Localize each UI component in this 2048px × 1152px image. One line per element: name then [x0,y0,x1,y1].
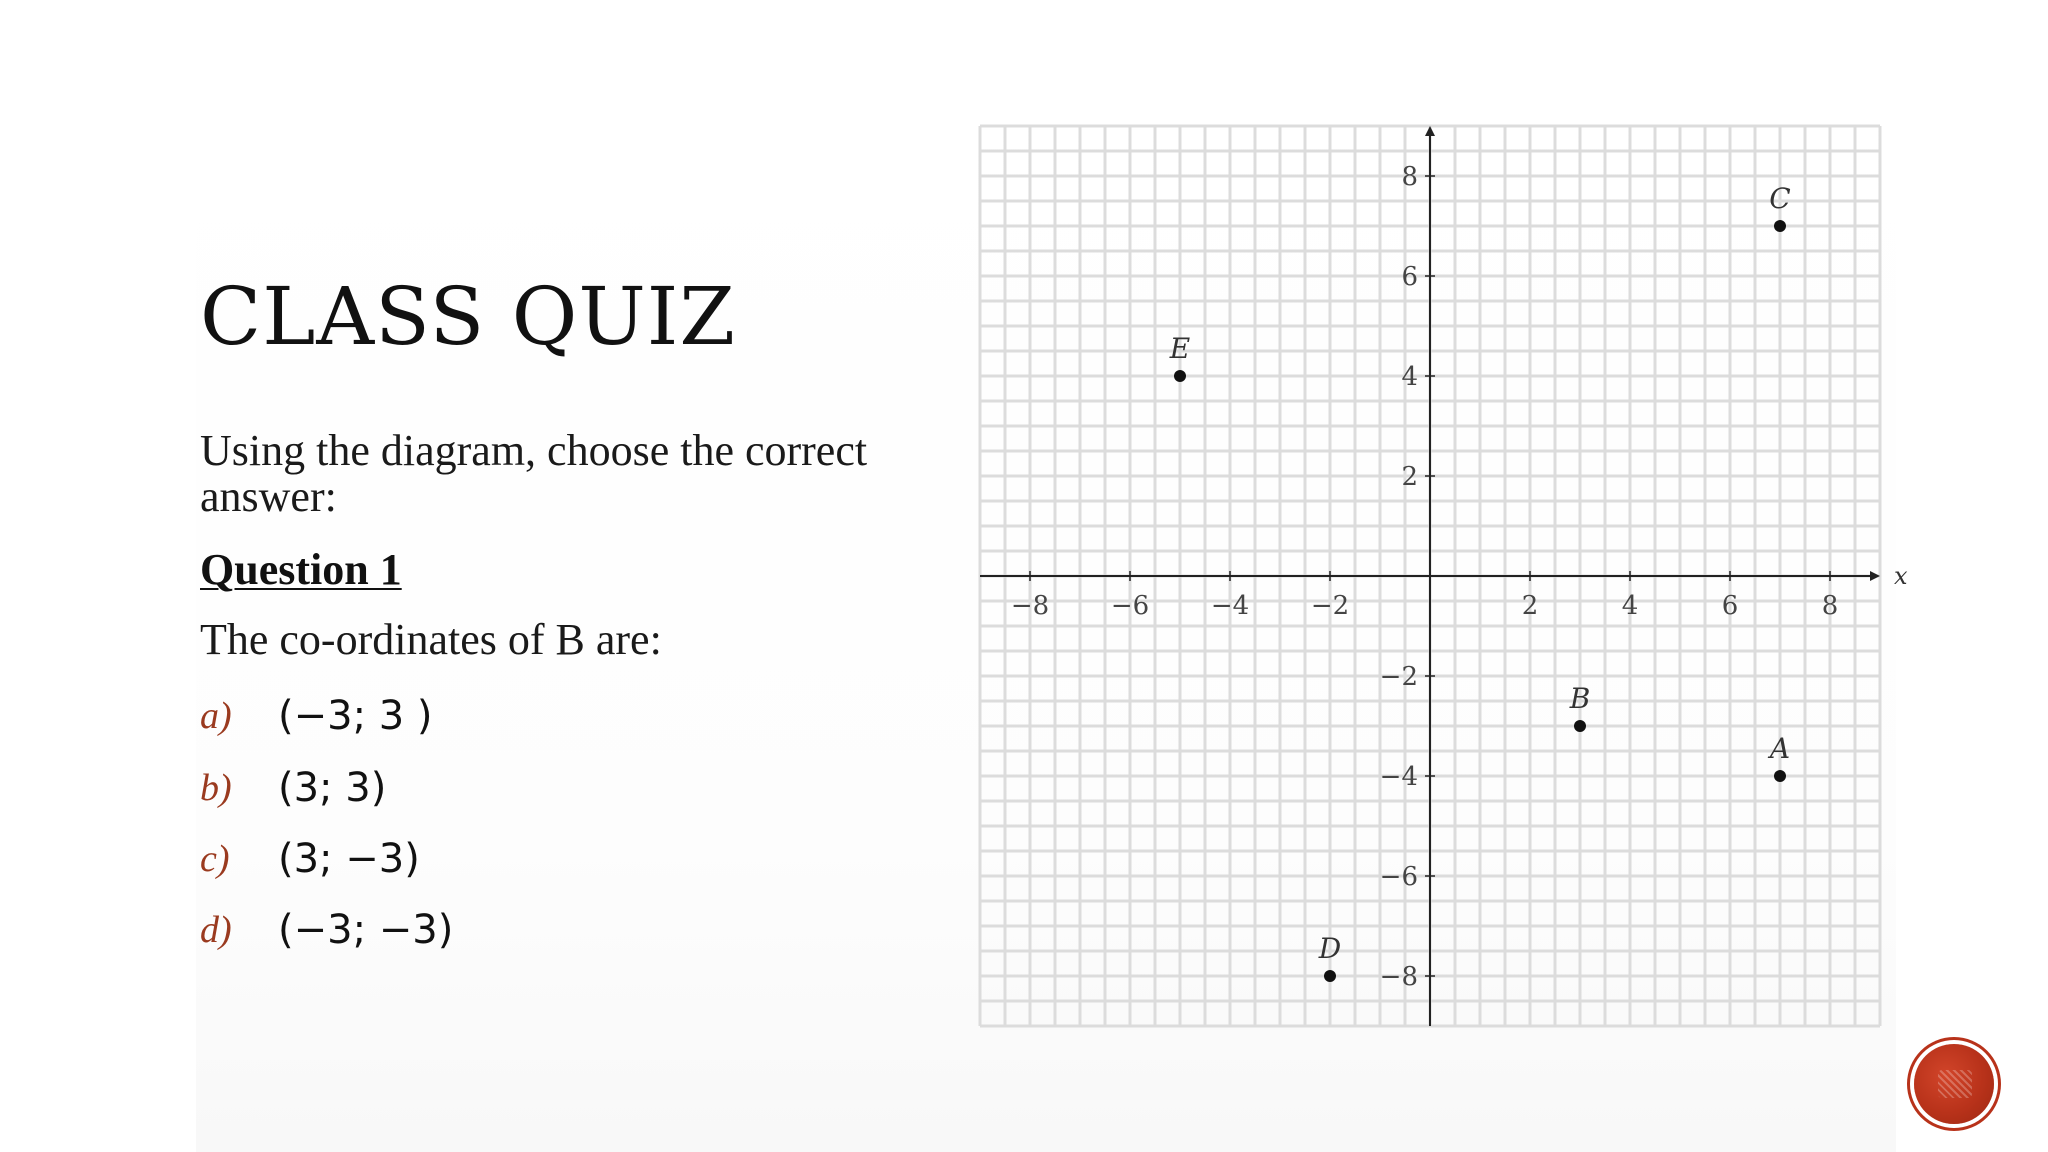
button-texture [1938,1070,1972,1098]
x-tick-label: 2 [1521,591,1539,621]
x-tick-label: −8 [1010,591,1050,621]
y-tick-label: −4 [1379,762,1418,792]
slide-title: CLASS QUIZ [200,270,736,363]
option-letter: b) [200,767,232,809]
y-tick-label: −6 [1379,862,1418,892]
option-letter: c) [200,838,230,880]
point-e [1174,370,1186,382]
point-c [1774,220,1786,232]
option-letter: a) [200,695,232,737]
point-label-d: D [1318,932,1342,965]
x-tick-label: −6 [1110,591,1150,621]
y-tick-label: 4 [1401,362,1418,392]
option-value: (−3; −3) [278,907,454,953]
option-letter: d) [200,909,232,951]
point-label-e: E [1169,332,1191,365]
x-axis-label: x [1894,562,1908,590]
point-label-a: A [1769,732,1791,765]
x-tick-label: −4 [1210,591,1250,621]
question-text: The co-ordinates of B are: [200,615,662,664]
point-a [1774,770,1786,782]
coordinate-grid [980,126,1908,1030]
next-slide-button[interactable] [1914,1044,1994,1124]
y-tick-label: 8 [1401,162,1418,192]
point-label-c: C [1769,182,1791,215]
y-tick-label: −8 [1379,962,1418,992]
option-value: (−3; 3 ) [278,693,433,739]
option-value: (3; −3) [278,836,420,882]
y-tick-label: 2 [1401,462,1418,492]
point-label-b: B [1569,682,1591,715]
x-tick-label: −2 [1310,591,1350,621]
point-d [1324,970,1336,982]
instructions-text: Using the diagram, choose the correct answer: [200,426,868,521]
option-value: (3; 3) [278,765,387,811]
x-tick-label: 4 [1621,591,1639,621]
question-heading: Question 1 [200,545,402,594]
x-tick-label: 6 [1721,591,1739,621]
y-tick-label: −2 [1379,662,1418,692]
x-tick-label: 8 [1821,591,1839,621]
y-tick-label: 6 [1401,262,1418,292]
point-b [1574,720,1586,732]
